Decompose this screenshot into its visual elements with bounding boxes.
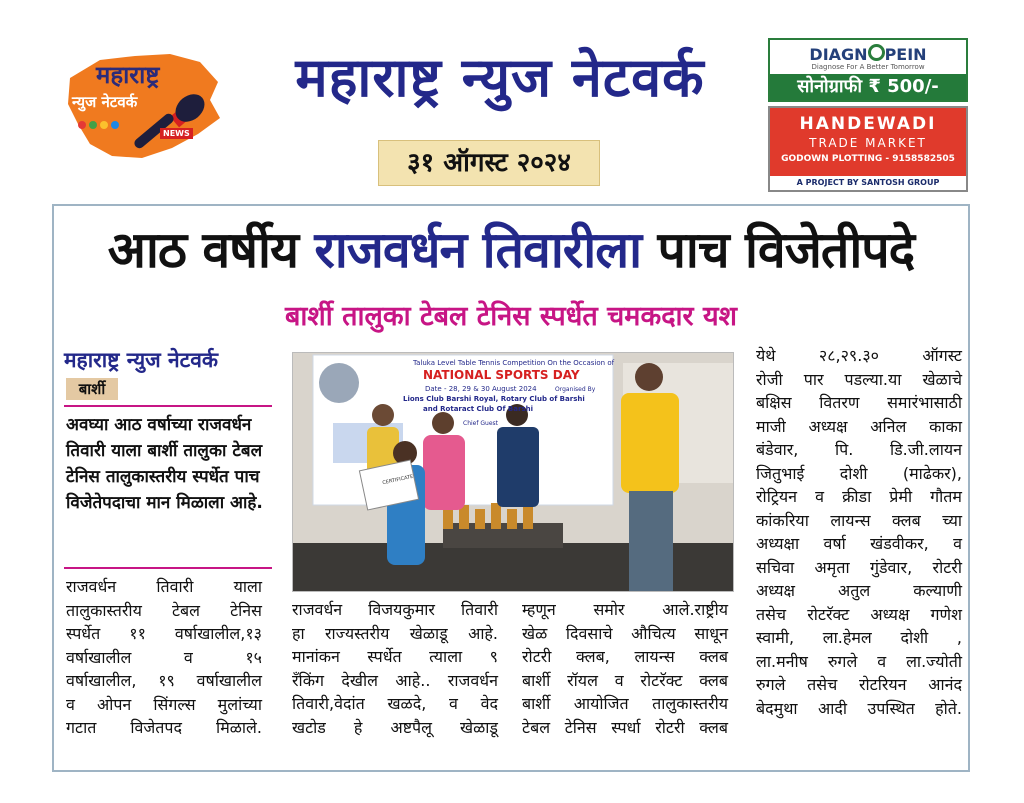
text-line: टेबल टेनिस स्पर्धा रोटरी क्लब (522, 717, 728, 737)
text-line: वर्षाखालील, १९ वर्षाखालील (66, 671, 262, 690)
text-line: सचिवा अमृता गुंडेवार, रोटरी (756, 557, 962, 577)
banner-text: Taluka Level Table Tennis Competition On the Occasion of (413, 359, 615, 367)
text-line: ला.मनीष रुगले व ला.ज्योती (756, 651, 962, 671)
body-column-2 (292, 598, 498, 739)
logo-subtitle: न्युज नेटवर्क (72, 93, 138, 111)
text-line: येथे २८,२९.३० ऑगस्ट (756, 346, 962, 365)
banner-text: Organised By (555, 386, 596, 393)
divider (64, 405, 272, 407)
text-line: खेळ दिवसाचे औचित्य साधून (522, 623, 728, 643)
text-line: कांकरिया लायन्स क्लब च्या (756, 510, 962, 530)
text-line: जितुभाई दोशी (माढेकर), (756, 463, 962, 483)
text-line: बक्षिस वितरण समारंभासाठी (756, 393, 962, 412)
article-headline: आठ वर्षीय राजवर्धन तिवारीला पाच विजेतीपदे (107, 221, 915, 279)
text-line: बार्शी रॉयल व रोटरॅक्ट क्लब (522, 670, 728, 690)
text-line: बेदमुथा आदी उपस्थित होते. (756, 698, 962, 718)
text-line: बार्शी आयोजित तालुकास्तरीय (522, 694, 728, 713)
text-line: रँकिंग देखील आहे.. राजवर्धन (292, 670, 498, 690)
text-line: माजी अध्यक्ष अनिल काका (756, 416, 962, 436)
ad-phone: GODOWN PLOTTING - 9158582505 (781, 154, 955, 164)
ad-brand: DIAGN PEIN (809, 45, 927, 64)
ad-handewadi[interactable] (768, 106, 968, 192)
brand-logo (60, 48, 235, 168)
banner-text: NATIONAL SPORTS DAY (423, 368, 580, 382)
ad-footer: A PROJECT BY SANTOSH GROUP (770, 176, 966, 190)
banner-text: Chief Guest (463, 420, 498, 427)
text-line: गटात विजेतपद मिळाले. (66, 718, 262, 737)
certificate-text: CERTIFICATE (381, 473, 414, 487)
text-line: अध्यक्षा वर्षा खंडवीकर, व (756, 534, 962, 553)
text-line: तिवारी,वेदांत खळदे, व वेद (292, 694, 498, 713)
text-line: बंडेवार, पि. डि.जी.लायन (756, 440, 962, 459)
dateline-place: बार्शी (66, 378, 118, 400)
text-line: राजवर्धन विजयकुमार तिवारी (292, 600, 498, 619)
text-line: स्पर्धेत ११ वर्षाखालील,१३ (66, 624, 262, 643)
article-photo (292, 352, 734, 592)
text-line: रोटरी क्लब, लायन्स क्लब (522, 647, 728, 666)
body-column-1 (66, 575, 262, 740)
divider (64, 567, 272, 569)
text-line: राजवर्धन तिवारी याला (66, 577, 262, 596)
article-subheadline: बार्शी तालुका टेबल टेनिस स्पर्धेत चमकदार यश (284, 301, 737, 332)
text-line: खटोड हे अष्टपैलू खेळाडू (292, 717, 498, 737)
circle-o-icon (868, 44, 885, 61)
text-line: रोट्रियन व क्रीडा प्रेमी गौतम (756, 487, 962, 506)
issue-date: ३१ ऑगस्ट २०२४ (378, 140, 600, 186)
ad-diagnopein[interactable] (768, 38, 968, 102)
banner-text: and Rotaract Club Of Barshi (423, 405, 533, 413)
logo-news-badge: NEWS (160, 128, 193, 139)
text-line: रोजी पार पडल्या.या खेळाचे (756, 369, 962, 389)
text-line: अध्यक्ष अतुल कल्याणी (756, 581, 962, 600)
text-line: मानांकन स्पर्धेत त्याला ९ (292, 647, 498, 666)
byline: महाराष्ट्र न्युज नेटवर्क (64, 348, 219, 372)
text-line: व ओपन सिंगल्स मुलांच्या (66, 694, 262, 714)
logo-title: महाराष्ट्र (96, 61, 160, 89)
ad-subtitle: TRADE MARKET (809, 136, 927, 150)
text-line: तालुकास्तरीय टेबल टेनिस (66, 600, 262, 620)
text-line: हा राज्यस्तरीय खेळाडू आहे. (292, 623, 498, 643)
body-column-4 (756, 344, 962, 720)
text-line: तसेच रोटरॅक्ट अध्यक्ष गणेश (756, 604, 962, 624)
text-line: रुगले तसेच रोटरियन आनंद (756, 675, 962, 694)
ad-price: सोनोग्राफी ₹ 500/- (770, 74, 966, 100)
ad-title: HANDEWADI (799, 114, 937, 134)
body-column-3 (522, 598, 728, 739)
banner-text: Date - 28, 29 & 30 August 2024 (425, 385, 537, 393)
text-line: वर्षाखालील व १५ (66, 647, 262, 667)
lead-paragraph: अवघ्या आठ वर्षाच्या राजवर्धन तिवारी याला बार्शी तालुका टेबल टेनिस तालुकास्तरीय स्पर्धेत पाच विजेतेपदाचा मान मिळाला आहे. (66, 415, 263, 513)
ad-tagline: Diagnose For A Better Tomorrow (811, 63, 925, 71)
banner-text: Lions Club Barshi Royal, Rotary Club of Barshi (403, 395, 585, 403)
text-line: स्वामी, ला.हेमल दोशी , (756, 628, 962, 647)
award-ceremony-photo (293, 353, 733, 591)
masthead-title: महाराष्ट्र न्युज नेटवर्क (295, 46, 705, 109)
text-line: म्हणून समोर आले.राष्ट्रीय (522, 600, 728, 619)
